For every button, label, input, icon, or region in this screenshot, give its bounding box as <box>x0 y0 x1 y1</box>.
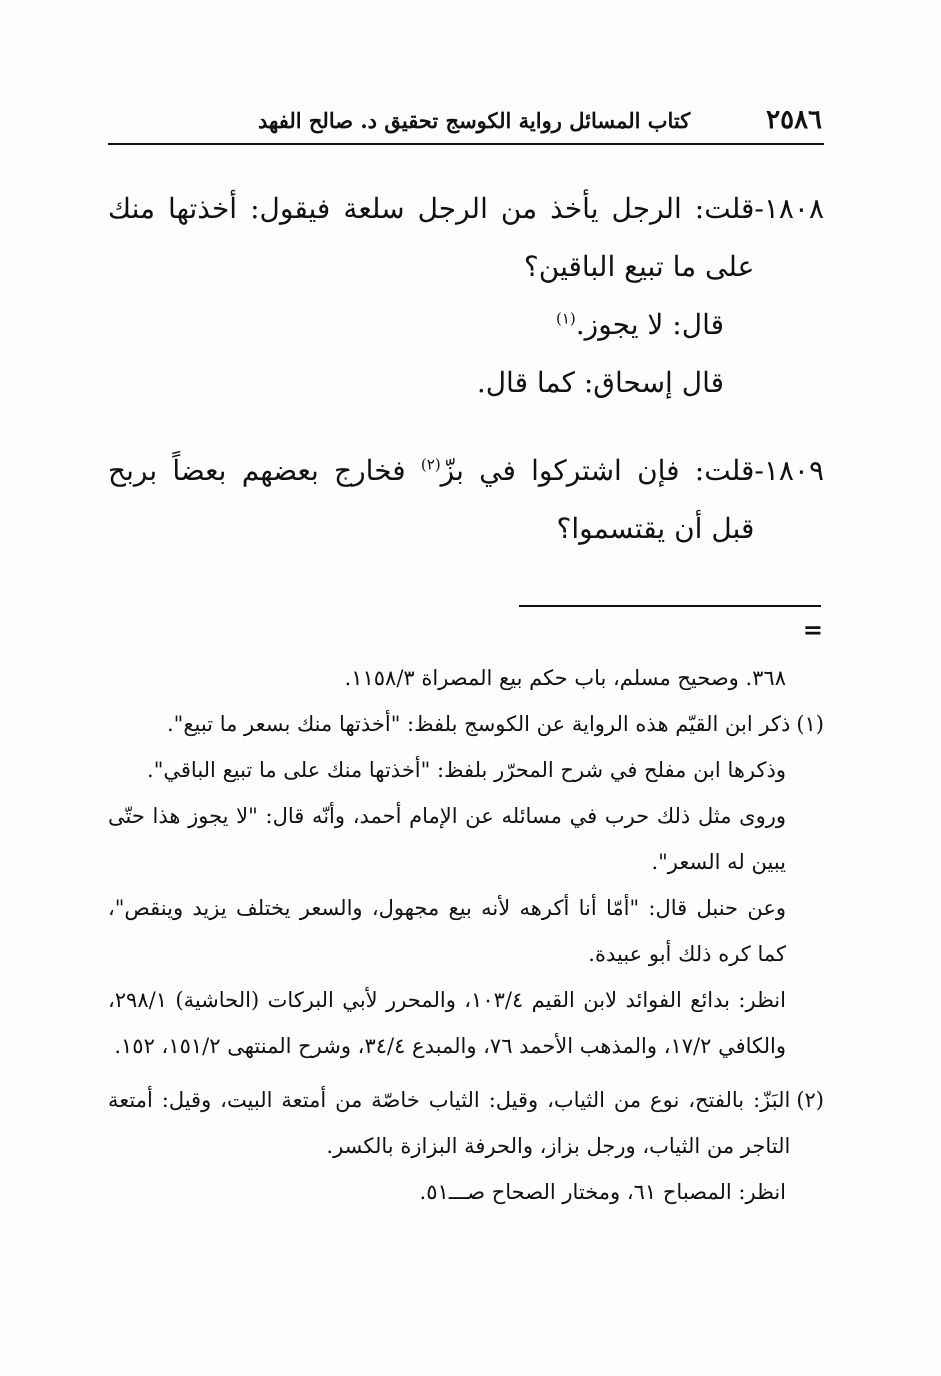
running-title: كتاب المسائل رواية الكوسج تحقيق د. صالح الفهد <box>258 107 691 133</box>
question-number: ١٨٠٨- <box>754 192 824 225</box>
header-rule <box>108 143 824 145</box>
footnote-1 <box>108 701 824 747</box>
footnote-paragraph: وذكرها ابن مفلح في شرح المحرّر بلفظ: "أخذتها منك على ما تبيع الباقي". <box>147 758 786 782</box>
question-number: ١٨٠٩- <box>754 454 824 487</box>
answer-line <box>108 296 824 354</box>
footnote-paragraph: وعن حنبل قال: "أمّا أنا أكرهه لأنه بيع مجهول، والسعر يختلف يزيد وينقص"، كما كره ذلك أبو عبيدة. <box>108 896 786 966</box>
ishaq-line: قال إسحاق: كما قال. <box>476 366 724 399</box>
question-text-part: قلت: فإن اشتركوا في بزّ <box>440 454 755 487</box>
footnote-carry: ٣٦٨. وصحيح مسلم، باب حكم بيع المصراة ١١٥٨/٣. <box>344 666 786 690</box>
footnote-separator <box>519 605 821 607</box>
footnote-ref-1: (١) <box>556 309 576 328</box>
continued-mark: = <box>802 615 823 644</box>
page-header <box>108 102 822 138</box>
footnote-number: (١) <box>796 712 824 736</box>
question-text-part: فخارج بعضهم بعضاً بربح قبل أن يقتسموا؟ <box>108 454 755 545</box>
main-text <box>108 180 824 558</box>
footnote-text: البَزّ: بالفتح، نوع من الثياب، وقيل: الثياب خاصّة من أمتعة البيت، وقيل: أمتعة التاجر من الثياب، ورجل بزاز، والحرفة البزازة بالكسر. <box>108 1088 791 1158</box>
question-text <box>108 442 754 558</box>
question-1809 <box>108 442 824 558</box>
footnote-2 <box>108 1077 824 1169</box>
question-1808 <box>108 180 824 296</box>
footnote-number: (٢) <box>796 1088 824 1112</box>
footnote-text: ذكر ابن القيّم هذه الرواية عن الكوسج بلفظ: "أخذتها منك بسعر ما تبيع". <box>166 712 791 736</box>
footnotes <box>108 655 824 1215</box>
footnote-ref-2: (٢) <box>420 455 441 474</box>
footnote-paragraph: انظر: بدائع الفوائد لابن القيم ١٠٣/٤، والمحرر لأبي البركات (الحاشية) ٢٩٨/١، والكافي ١٧/٢، والمذهب الأحمد ٧٦، والمبدع ٣٤/٤، وشرح المنتهى ١٥١/٢، ١٥٢. <box>108 988 786 1058</box>
page-number: ٢٥٨٦ <box>766 105 822 135</box>
question-text: قلت: الرجل يأخذ من الرجل سلعة فيقول: أخذتها منك على ما تبيع الباقين؟ <box>108 192 755 283</box>
footnote-paragraph: وروى مثل ذلك حرب في مسائله عن الإمام أحمد، وأنّه قال: "لا يجوز هذا حتّى يبين له السعر". <box>108 804 786 874</box>
footnote-paragraph: انظر: المصباح ٦١، ومختار الصحاح صـــ٥١. <box>419 1180 786 1204</box>
answer-text: قال: لا يجوز. <box>575 308 724 341</box>
